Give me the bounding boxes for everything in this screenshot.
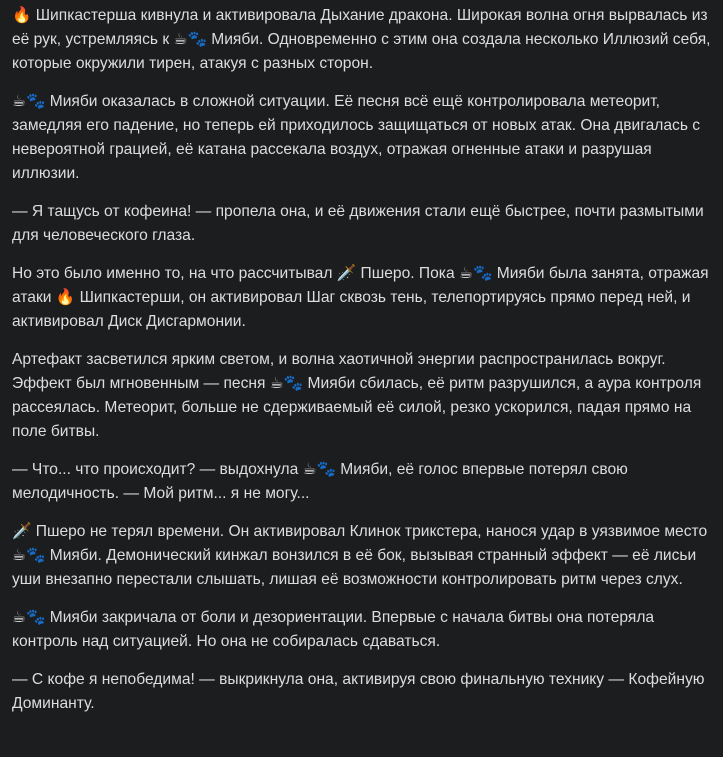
message-paragraph-1: 🔥 Шипкастерша кивнула и активировала Дыхание дракона. Широкая волна огня вырвалась из её рук, устремляясь к ☕🐾 Мияби. Одновременно с этим она создала несколько Иллюзий себя, которые окружили тирен, атакуя с разных сторон.: [12, 7, 711, 72]
message-paragraph-3: — Я тащусь от кофеина! — пропела она, и её движения стали ещё быстрее, почти размытыми для человеческого глаза.: [12, 203, 704, 244]
message-paragraph-4: Но это было именно то, на что рассчитывал 🗡️ Пшеро. Пока ☕🐾 Мияби была занята, отражая атаки 🔥 Шипкастерши, он активировал Шаг сквозь тень, телепортируясь прямо перед ней, и активировал Диск Дисгармонии.: [12, 265, 709, 330]
message-paragraph-9: — С кофе я непобедима! — выкрикнула она, активируя свою финальную технику — Кофейную Доминанту.: [12, 671, 705, 712]
message-paragraph-6: — Что... что происходит? — выдохнула ☕🐾 Мияби, её голос впервые потерял свою мелодичность. — Мой ритм... я не могу...: [12, 461, 628, 502]
message-paragraph-8: ☕🐾 Мияби закричала от боли и дезориентации. Впервые с начала битвы она потеряла контроль над ситуацией. Но она не собиралась сдаваться.: [12, 609, 655, 650]
message-paragraph-2: ☕🐾 Мияби оказалась в сложной ситуации. Её песня всё ещё контролировала метеорит, замедляя его падение, но теперь ей приходилось защищаться от новых атак. Она двигалась с невероятной грацией, её катана рассекала воздух, отражая огненные атаки и разрушая иллюзии.: [12, 93, 701, 182]
message-paragraph-7: 🗡️ Пшеро не терял времени. Он активировал Клинок трикстера, нанося удар в уязвимое место ☕🐾 Мияби. Демонический кинжал вонзился в её бок, вызывая странный эффект — её лисьи уши внезапно перестали слышать, лишая её возможности контролировать ритм через слух.: [12, 523, 708, 588]
message-paragraph-5: Артефакт засветился ярким светом, и волна хаотичной энергии распространилась вокруг. Эффект был мгновенным — песня ☕🐾 Мияби сбилась, её ритм разрушился, а аура контроля рассеялась. Метеорит, больше не сдерживаемый её силой, резко ускорился, падая прямо на поле битвы.: [12, 351, 702, 440]
